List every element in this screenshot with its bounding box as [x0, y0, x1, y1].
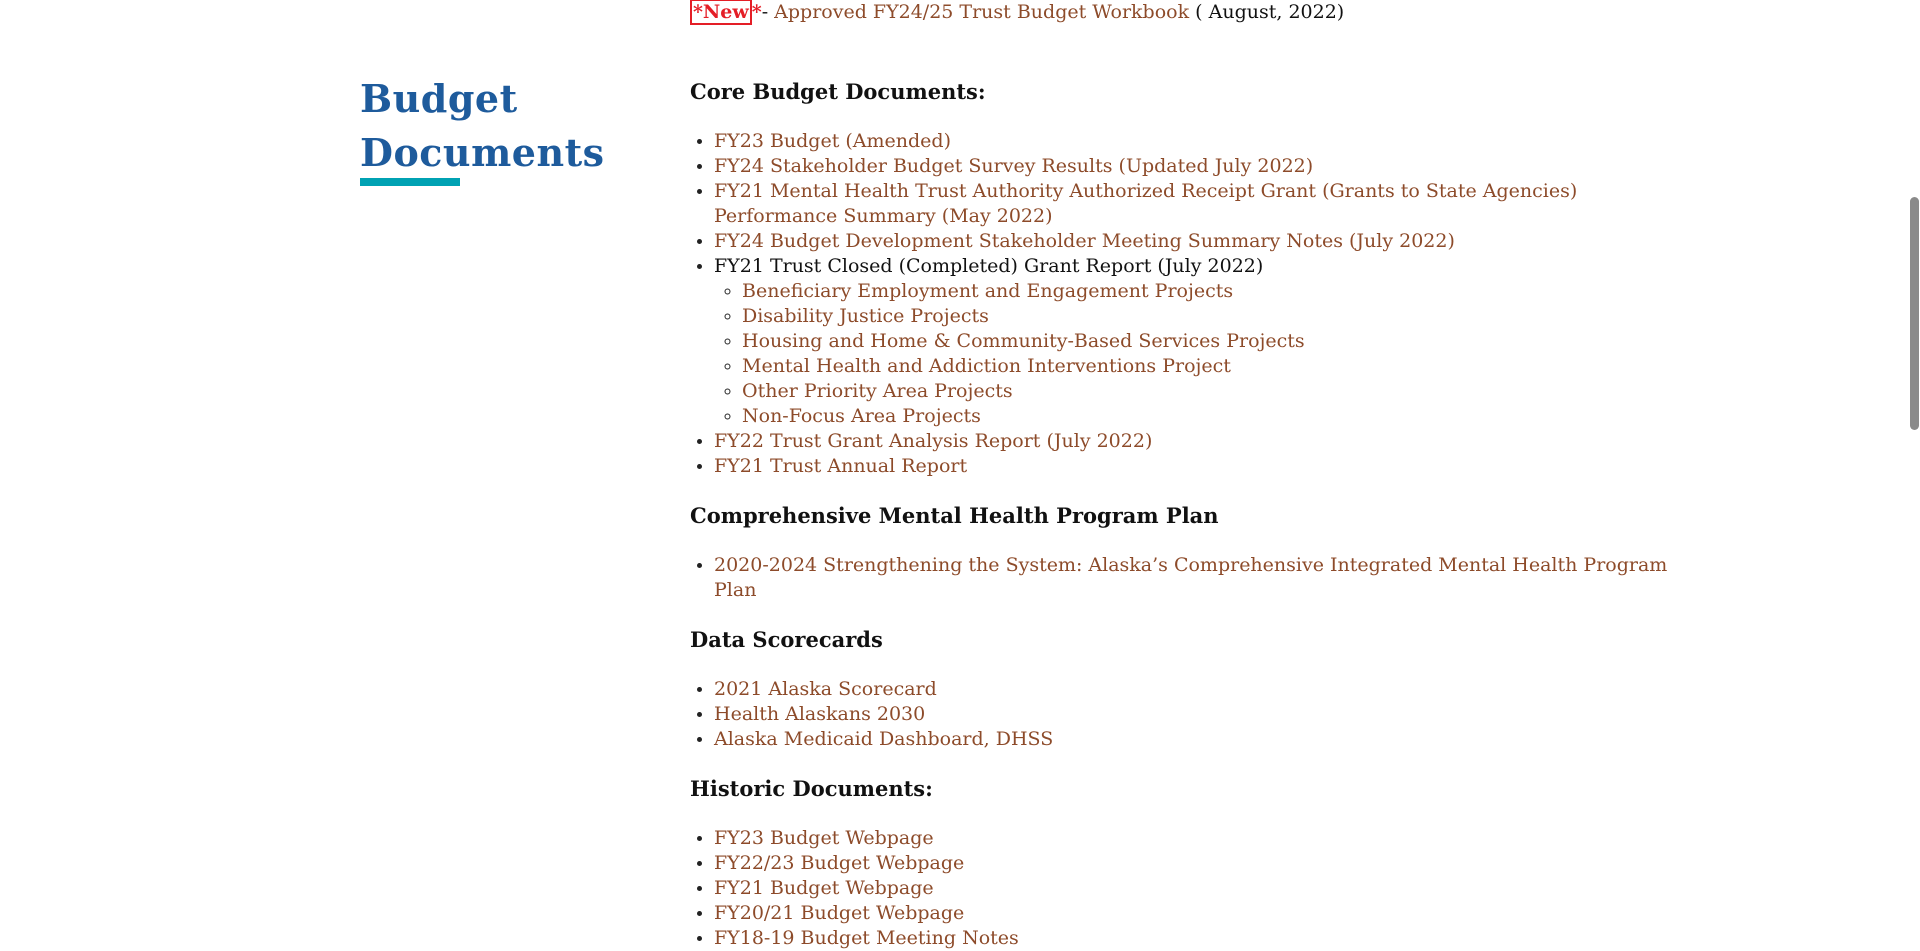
- list-item: [714, 129, 1690, 154]
- list-item: [714, 926, 1690, 951]
- document-link[interactable]: FY21 Budget Webpage: [714, 877, 934, 899]
- announcement-link[interactable]: Approved FY24/25 Trust Budget Workbook: [774, 1, 1190, 23]
- announcement: [690, 0, 1690, 25]
- sidebar: [360, 72, 620, 186]
- list-item: [714, 154, 1690, 179]
- document-link[interactable]: FY23 Budget (Amended): [714, 130, 951, 152]
- document-link[interactable]: FY21 Mental Health Trust Authority Authorized Receipt Grant (Grants to State Agencies) Performance Summary (May 2022): [714, 180, 1578, 227]
- scrollbar-thumb[interactable]: [1910, 197, 1919, 430]
- document-link[interactable]: Disability Justice Projects: [742, 305, 989, 327]
- list-item: [714, 553, 1690, 603]
- document-link[interactable]: Health Alaskans 2030: [714, 703, 926, 725]
- list-item: [742, 304, 1690, 329]
- list-item: [714, 876, 1690, 901]
- document-link[interactable]: 2020-2024 Strengthening the System: Alaska’s Comprehensive Integrated Mental Health Program Plan: [714, 554, 1668, 601]
- section-heading-data-scorecards: Data Scorecards: [690, 627, 883, 652]
- data-scorecards-list: [690, 677, 1690, 752]
- section-heading-core-budget-documents: Core Budget Documents:: [690, 79, 986, 104]
- page-title-line1: Budget: [360, 76, 518, 121]
- core-budget-documents-list: [690, 129, 1690, 479]
- list-item: [714, 179, 1690, 229]
- announcement-date: ( August, 2022): [1189, 1, 1345, 23]
- closed-grant-report-sub-list: [714, 279, 1690, 429]
- document-link[interactable]: Beneficiary Employment and Engagement Projects: [742, 280, 1234, 302]
- document-link[interactable]: Non-Focus Area Projects: [742, 405, 981, 427]
- document-link[interactable]: FY23 Budget Webpage: [714, 827, 934, 849]
- page-title: [360, 72, 620, 180]
- list-item: [714, 677, 1690, 702]
- list-item: [714, 229, 1690, 254]
- document-link[interactable]: FY24 Stakeholder Budget Survey Results (Updated July 2022): [714, 155, 1314, 177]
- list-item: [742, 279, 1690, 304]
- document-link[interactable]: Other Priority Area Projects: [742, 380, 1013, 402]
- document-link[interactable]: 2021 Alaska Scorecard: [714, 678, 937, 700]
- document-link[interactable]: Mental Health and Addiction Interventions Project: [742, 355, 1231, 377]
- section-heading-historic-documents: Historic Documents:: [690, 776, 933, 801]
- list-item: [714, 851, 1690, 876]
- list-item: [742, 329, 1690, 354]
- list-item: [714, 429, 1690, 454]
- list-item: [742, 354, 1690, 379]
- document-link[interactable]: FY22 Trust Grant Analysis Report (July 2022): [714, 430, 1153, 452]
- section-heading-comprehensive-plan: Comprehensive Mental Health Program Plan: [690, 503, 1219, 528]
- document-link[interactable]: FY21 Trust Annual Report: [714, 455, 968, 477]
- list-item: [742, 404, 1690, 429]
- list-item: [714, 727, 1690, 752]
- announcement-separator: -: [761, 1, 775, 23]
- comprehensive-plan-list: [690, 553, 1690, 603]
- scrollbar[interactable]: [1909, 0, 1920, 916]
- list-item: [714, 702, 1690, 727]
- list-item: [714, 454, 1690, 479]
- list-item: [742, 379, 1690, 404]
- document-link[interactable]: Housing and Home & Community-Based Services Projects: [742, 330, 1305, 352]
- historic-documents-list: [690, 826, 1690, 951]
- list-item: [714, 254, 1690, 429]
- list-item: [714, 826, 1690, 851]
- document-link[interactable]: FY20/21 Budget Webpage: [714, 902, 965, 924]
- main-content: [690, 0, 1690, 951]
- page-title-line2: Documents: [360, 130, 605, 175]
- document-link[interactable]: FY24 Budget Development Stakeholder Meeting Summary Notes (July 2022): [714, 230, 1455, 252]
- document-link[interactable]: FY18-19 Budget Meeting Notes: [714, 927, 1019, 949]
- document-link[interactable]: FY22/23 Budget Webpage: [714, 852, 965, 874]
- new-star: *: [751, 1, 762, 23]
- document-link[interactable]: Alaska Medicaid Dashboard, DHSS: [714, 728, 1054, 750]
- new-badge: *New: [690, 0, 752, 25]
- list-item: [714, 901, 1690, 926]
- static-list-text: FY21 Trust Closed (Completed) Grant Report (July 2022): [714, 255, 1264, 277]
